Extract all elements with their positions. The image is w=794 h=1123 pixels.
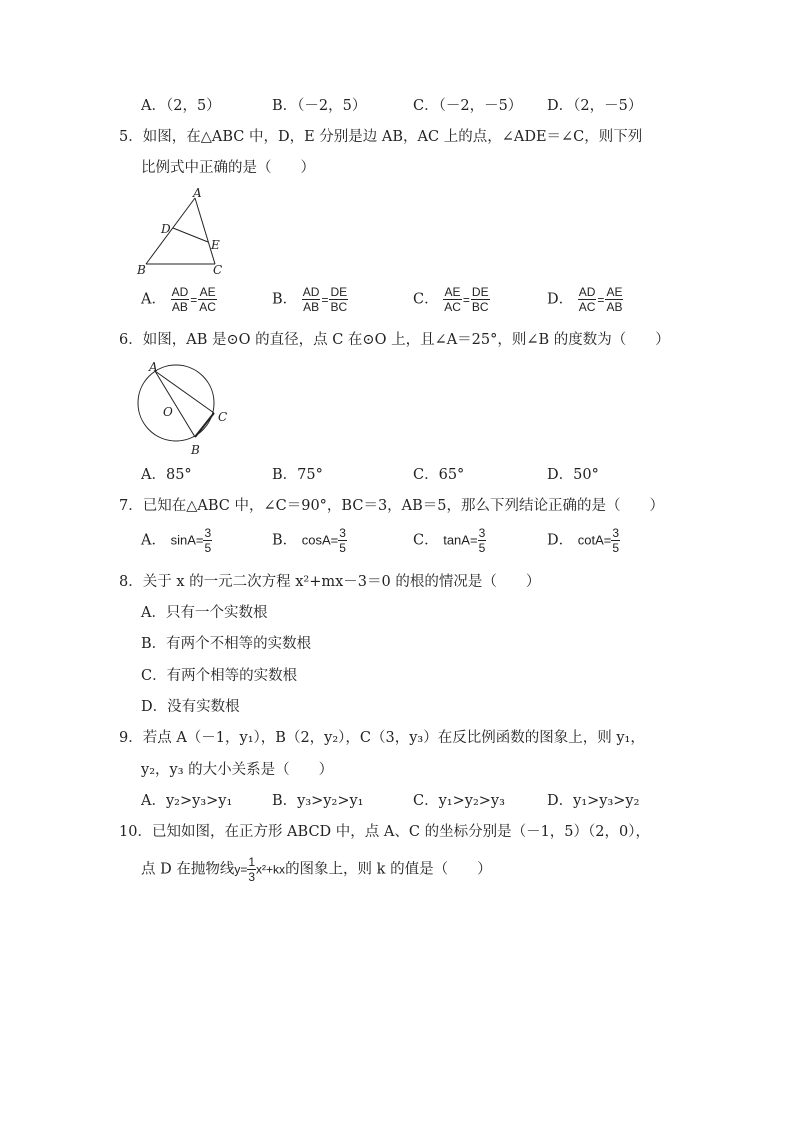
q5-triangle-figure [132,186,232,278]
q5-c-lnum: AE [444,285,461,299]
q5-option-d-letter: D． [547,291,574,308]
q6-option-d: D．50° [547,467,599,483]
q5-d-lnum: AD [578,285,596,299]
q10-formula-num: 1 [248,855,256,869]
q6-label-o: O [163,405,173,419]
q5-label-b: B [137,263,146,277]
q7-c-num: 3 [478,526,486,540]
q7-option-a-fn: sinA= [170,532,204,548]
q5-stem-line1: 5．如图，在△ABC 中，D，E 分别是边 AB，AC 上的点，∠ADE＝∠C，则下列 [119,129,643,145]
q7-d-num: 3 [612,526,620,540]
q7-option-a-letter: A． [141,532,166,549]
q7-option-b-fn: cosA= [301,532,339,548]
q6-stem-line1: 6．如图，AB 是⊙O 的直径，点 C 在⊙O 上，且∠A＝25°，则∠B 的度数为（ ） [119,332,670,348]
q7-stem-line1: 7．已知在△ABC 中，∠C＝90°，BC＝3，AB＝5，那么下列结论正确的是（ ） [119,498,665,514]
q9-stem-line1: 9．若点 A（－1，y₁），B（2，y₂），C（3，y₃）在反比例函数的图象上，则 y₁， [119,730,645,746]
q7-option-c-fn: tanA= [443,532,478,548]
q7-option-d-fn: cotA= [577,532,612,548]
q7-a-den: 5 [204,541,212,555]
q6-circle-figure [132,357,242,461]
q7-option-c-letter: C． [413,532,439,549]
q6-option-c: C．65° [413,467,465,483]
q7-b-den: 5 [339,541,346,555]
q10-line2-pre: 点 D 在抛物线 [141,861,235,878]
q5-option-c-letter: C． [413,291,439,308]
q5-option-a-right-frac [198,286,217,313]
q8-option-a: A．只有一个实数根 [141,605,268,621]
q5-d-eq: = [597,292,605,307]
q5-c-rnum: DE [471,285,489,299]
q8-option-d: D．没有实数根 [141,699,240,715]
q5-d-rnum: AE [606,285,623,299]
q7-option-a-frac [203,527,212,554]
q7-option-c-frac [478,527,487,554]
q7-d-den: 5 [612,541,620,555]
q4-option-d: D．（2，－5） [547,98,643,114]
q6-label-c: C [218,410,228,424]
q8-stem-line1: 8．关于 x 的一元二次方程 x²+mx－3＝0 的根的情况是（ ） [119,574,541,590]
q5-a-rnum: AE [199,285,216,299]
q7-option-a [141,527,212,554]
q9-option-b: B．y₃>y₂>y₁ [272,793,364,809]
q5-stem-line2: 比例式中正确的是（ ） [141,160,315,176]
q5-a-lnum: AD [171,285,189,299]
q5-option-a-left-frac [171,286,190,313]
q6-option-a: A．85° [141,467,192,483]
q9-option-c: C．y₁>y₂>y₃ [413,793,505,809]
q4-option-b: B．（－2，5） [272,98,367,114]
q9-stem-line2: y₂，y₃ 的大小关系是（ ） [141,762,334,778]
q5-a-lden: AB [171,300,188,314]
q6-label-b: B [191,443,200,457]
q8-option-b: B．有两个不相等的实数根 [141,636,312,652]
q10-formula-y: y= [234,862,248,877]
q7-a-num: 3 [204,526,212,540]
q7-option-b [272,527,347,554]
q5-option-b [272,286,348,313]
q7-option-b-letter: B． [272,532,298,549]
q9-option-a: A．y₂>y₃>y₁ [141,793,233,809]
q5-c-rden: BC [471,300,489,314]
q5-option-d-left-frac [578,286,597,313]
q4-option-c: C．（－2，－5） [413,98,523,114]
q5-c-lden: AC [444,300,461,314]
q4-option-a: A．（2，5） [141,98,221,114]
q5-d-lden: AC [578,300,596,314]
q5-c-eq: = [462,292,470,307]
q5-option-c [413,286,490,313]
q10-line2-post: 的图象上，则 k 的值是（ ） [285,861,492,878]
q6-label-a: A [149,360,158,374]
q7-option-d [547,527,620,554]
q5-option-a-letter: A． [141,291,166,308]
q5-b-lnum: AD [302,285,320,299]
q7-option-d-frac [611,527,620,554]
q7-b-num: 3 [339,526,346,540]
q5-label-e: E [211,238,220,252]
q5-option-b-left-frac [302,286,321,313]
q8-option-c: C．有两个相等的实数根 [141,668,298,684]
q10-formula-frac [247,856,256,883]
q5-option-d-right-frac [605,286,623,313]
q9-option-d: D．y₁>y₃>y₂ [547,793,640,809]
q5-label-a: A [193,186,202,200]
q6-option-b: B．75° [272,467,323,483]
q5-option-c-right-frac [471,286,490,313]
q5-a-rden: AC [199,300,216,314]
q10-formula-rest: x²+kx [256,862,286,877]
q5-d-rden: AB [606,300,623,314]
q5-label-c: C [213,263,223,277]
q7-c-den: 5 [478,541,486,555]
q5-option-c-left-frac [443,286,462,313]
q10-stem-line1: 10．已知如图，在正方形 ABCD 中，点 A、C 的坐标分别是（－1，5）（2，0）， [119,824,650,840]
q7-option-b-frac [338,527,347,554]
q5-a-eq: = [190,292,198,307]
q5-b-lden: AB [303,300,320,314]
q5-b-rden: BC [330,300,348,314]
q10-stem-line2 [141,856,492,883]
q5-option-b-right-frac [329,286,348,313]
q5-option-d [547,286,623,313]
q5-b-eq: = [321,292,329,307]
q7-option-c [413,527,486,554]
q7-option-d-letter: D． [547,532,574,549]
q5-label-d: D [161,222,171,236]
q5-b-rnum: DE [330,285,348,299]
q10-formula-den: 3 [248,870,256,884]
q5-option-a [141,286,217,313]
q5-option-b-letter: B． [272,291,298,308]
